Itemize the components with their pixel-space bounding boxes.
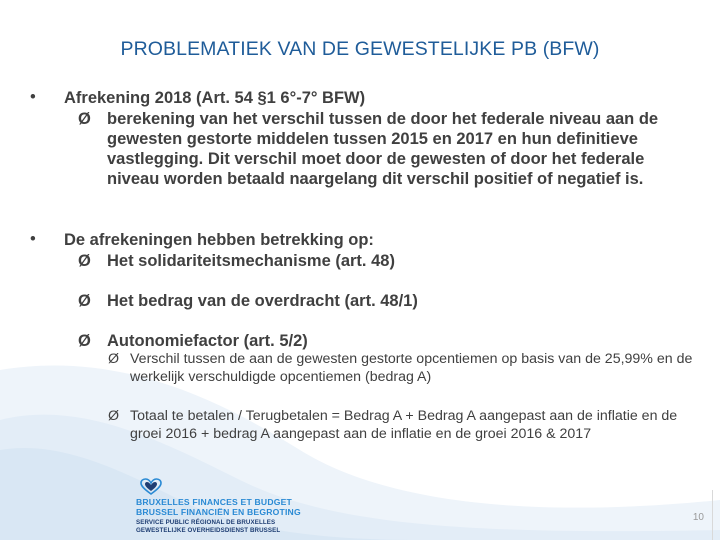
arrow-item-solidariteit — [78, 251, 698, 271]
logo-subtext-fr: SERVICE PUBLIC RÉGIONAL DE BRUXELLES — [136, 519, 276, 526]
arrow-item-autonomiefactor — [78, 331, 698, 351]
page-title: PROBLEMATIEK VAN DE GEWESTELIJKE PB (BFW) — [120, 38, 600, 60]
page-number-divider — [712, 490, 713, 540]
arrow-bullet-icon: Ø — [108, 351, 120, 367]
bullet-afrekeningen — [30, 230, 374, 250]
arrow-bullet-icon: Ø — [78, 332, 91, 350]
arrow-bullet-icon: Ø — [78, 252, 91, 270]
bullet-dot: • — [30, 88, 36, 106]
arrow-bullet-icon: Ø — [108, 408, 120, 424]
brussels-finance-logo — [136, 478, 336, 538]
arrow-item-text: Het solidariteitsmechanisme (art. 48) — [107, 252, 395, 270]
logo-text-fr: BRUXELLES FINANCES ET BUDGET — [136, 497, 292, 507]
arrow-item-text: Het bedrag van de overdracht (art. 48/1) — [107, 292, 418, 310]
arrow-item-text: Autonomiefactor (art. 5/2) — [107, 332, 308, 350]
logo-text-nl: BRUSSEL FINANCIËN EN BEGROTING — [136, 507, 301, 517]
bullet-afrekening-2018 — [30, 88, 365, 108]
bullet-dot: • — [30, 230, 36, 248]
arrow-bullet-icon: Ø — [78, 292, 91, 310]
sub-item-text: Totaal te betalen / Terugbetalen = Bedrag A + Bedrag A aangepast aan de inflatie en de groei 2016 + bedrag A aangepast aan de inflatie en de groei 2016 & 2017 — [130, 408, 678, 442]
arrow-item-text: berekening van het verschil tussen de door het federale niveau aan de gewesten gestorte middelen tussen 2015 en 2017 en hun definitieve vastlegging. Dit verschil moet door de gewesten of door het federale niveau worden betaald naargelang dit verschil positief of negatief is. — [107, 110, 659, 188]
sub-item-verschil — [108, 351, 698, 386]
arrow-item-overdracht — [78, 291, 698, 311]
arrow-item-berekening — [78, 109, 698, 189]
page-number: 10 — [692, 512, 704, 523]
sub-item-totaal — [108, 408, 698, 443]
bullet-label: De afrekeningen hebben betrekking op: — [64, 231, 374, 249]
sub-item-text: Verschil tussen de aan de gewesten gestorte opcentiemen op basis van de 25,99% en de werkelijk verschuldigde opcentiemen (bedrag A) — [130, 351, 693, 385]
arrow-bullet-icon: Ø — [78, 110, 91, 128]
logo-subtext-nl: GEWESTELIJKE OVERHEIDSDIENST BRUSSEL — [136, 527, 281, 534]
heart-logo-icon — [140, 478, 162, 496]
bullet-label: Afrekening 2018 (Art. 54 §1 6°-7° BFW) — [64, 89, 366, 107]
